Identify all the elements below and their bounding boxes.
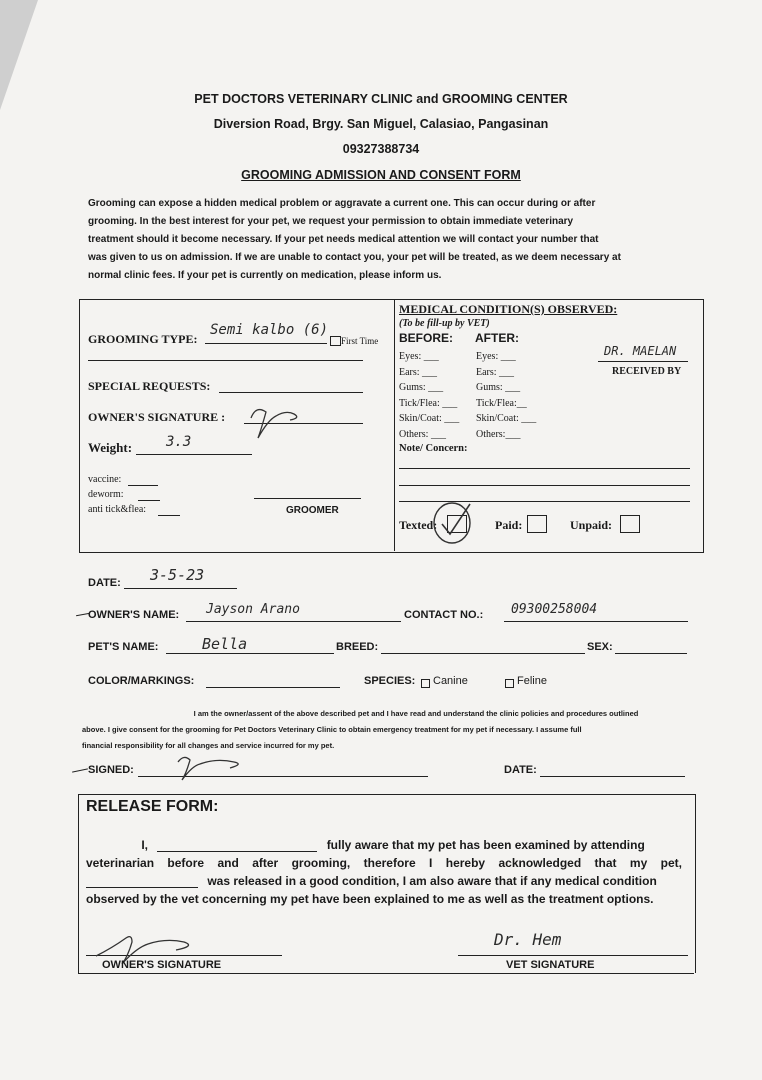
owner-signature-release-label: OWNER'S SIGNATURE bbox=[102, 959, 222, 971]
contact-value: 09300258004 bbox=[511, 602, 598, 617]
grooming-type-line[interactable] bbox=[205, 343, 327, 344]
grooming-type-line-2 bbox=[88, 360, 363, 361]
sex-line[interactable] bbox=[615, 653, 687, 654]
medical-condition-title: MEDICAL CONDITION(S) OBSERVED: bbox=[399, 302, 618, 316]
before-item-gums: Gums: ___ bbox=[399, 382, 444, 393]
first-time-label: First Time bbox=[341, 336, 379, 346]
contact-line[interactable] bbox=[504, 621, 688, 622]
received-by-line[interactable] bbox=[598, 361, 688, 362]
before-item-others: Others: ___ bbox=[399, 428, 446, 440]
groomer-line[interactable] bbox=[254, 498, 361, 499]
intro-line: normal clinic fees. If your pet is currently on medication, please inform us. bbox=[88, 270, 442, 281]
anti-tick-line[interactable] bbox=[158, 515, 180, 516]
pet-name-line[interactable] bbox=[166, 653, 334, 654]
after-item-eyes: Eyes: ___ bbox=[476, 351, 516, 362]
form-title: GROOMING ADMISSION AND CONSENT FORM bbox=[241, 168, 521, 182]
owner-signature-label: OWNER'S SIGNATURE : bbox=[88, 410, 226, 424]
grooming-type-label: GROOMING TYPE: bbox=[88, 332, 198, 346]
signed-label: SIGNED: bbox=[88, 764, 134, 776]
texted-checkmark bbox=[428, 494, 480, 546]
intro-line: grooming. In the best interest for your pet, we request your permission to obtain immediate veterinary bbox=[88, 216, 574, 227]
consent-paragraph bbox=[82, 706, 702, 754]
groomer-label: GROOMER bbox=[286, 505, 339, 516]
owner-name-value: Jayson Arano bbox=[206, 602, 300, 617]
intro-line: treatment should it become necessary. If your pet needs medical attention we will contact your number that bbox=[88, 234, 599, 245]
before-item-eyes: Eyes: ___ bbox=[399, 351, 439, 362]
release-bottom-rule bbox=[78, 973, 694, 974]
contact-label: CONTACT NO.: bbox=[404, 609, 484, 621]
breed-label: BREED: bbox=[336, 641, 379, 653]
release-line-3: was released in a good condition, I am also aware that if any medical condition bbox=[86, 872, 682, 890]
deworm-label: deworm: bbox=[88, 489, 124, 500]
special-requests-label: SPECIAL REQUESTS: bbox=[88, 379, 211, 393]
clinic-name: PET DOCTORS VETERINARY CLINIC and GROOMING CENTER bbox=[194, 92, 568, 106]
date-line[interactable] bbox=[124, 588, 237, 589]
vet-fillup-note: (To be fill-up by VET) bbox=[399, 318, 490, 329]
panel-divider bbox=[394, 299, 395, 551]
before-item-skin-coat: Skin/Coat: ___ bbox=[399, 413, 460, 424]
texted-label: Texted: bbox=[399, 518, 438, 532]
signed-strike bbox=[72, 768, 88, 772]
signed-date-label: DATE: bbox=[504, 764, 537, 776]
intro-line: was given to us on admission. If we are unable to contact you, your pet will be treated, as we deem necessary at bbox=[88, 252, 621, 263]
before-label: BEFORE: bbox=[399, 331, 453, 345]
species-label: SPECIES: bbox=[364, 675, 416, 687]
after-list bbox=[476, 349, 536, 442]
pet-name-label: PET'S NAME: bbox=[88, 641, 159, 653]
received-by-label: RECEIVED BY bbox=[612, 366, 682, 377]
feline-label: Feline bbox=[517, 675, 547, 687]
after-label: AFTER: bbox=[475, 331, 519, 345]
clinic-phone: 09327388734 bbox=[342, 142, 420, 156]
signed-signature-mark bbox=[172, 752, 248, 782]
before-item-ears: Ears: ___ bbox=[399, 366, 438, 378]
weight-line[interactable] bbox=[136, 454, 252, 455]
date-label: DATE: bbox=[88, 577, 121, 589]
signed-date-line[interactable] bbox=[540, 776, 685, 777]
intro-paragraph bbox=[88, 195, 708, 285]
anti-tick-label: anti tick&flea: bbox=[88, 504, 147, 515]
note-concern-label: Note/ Concern: bbox=[399, 443, 468, 454]
after-item-gums: Gums: ___ bbox=[476, 382, 521, 393]
weight-value: 3.3 bbox=[166, 434, 192, 450]
vaccine-label: vaccine: bbox=[88, 474, 122, 485]
received-by-value: DR. MAELAN bbox=[604, 344, 677, 358]
release-name-line[interactable] bbox=[157, 839, 317, 852]
release-line-4: observed by the vet concerning my pet have been explained to me as well as the treatment options. bbox=[86, 892, 654, 906]
after-item-others: Others:___ bbox=[476, 428, 521, 440]
consent-line: financial responsibility for all changes and service incurred for my pet. bbox=[82, 741, 335, 750]
special-requests-line[interactable] bbox=[219, 392, 363, 393]
sex-label: SEX: bbox=[587, 641, 613, 653]
canine-label: Canine bbox=[433, 675, 468, 687]
date-value: 3-5-23 bbox=[150, 566, 205, 584]
canine-checkbox[interactable] bbox=[421, 679, 430, 688]
release-paragraph bbox=[86, 836, 682, 908]
unpaid-label: Unpaid: bbox=[570, 518, 613, 532]
breed-line[interactable] bbox=[381, 653, 585, 654]
after-item-ears: Ears: ___ bbox=[476, 366, 515, 378]
before-item-tick-flea: Tick/Flea: ___ bbox=[399, 397, 458, 409]
vet-signature-label: VET SIGNATURE bbox=[506, 959, 595, 971]
clinic-address: Diversion Road, Brgy. San Miguel, Calasiao, Pangasinan bbox=[213, 117, 549, 131]
weight-label: Weight: bbox=[88, 440, 133, 455]
feline-checkbox[interactable] bbox=[505, 679, 514, 688]
color-markings-label: COLOR/MARKINGS: bbox=[88, 675, 195, 687]
owner-signature-mark bbox=[246, 400, 306, 440]
consent-line: above. I give consent for the grooming for Pet Doctors Veterinary Clinic to obtain emergency treatment for my pet if necessary. I assume full bbox=[82, 725, 582, 734]
after-item-tick-flea: Tick/Flea:__ bbox=[476, 397, 527, 409]
paid-checkbox[interactable] bbox=[527, 515, 547, 533]
grooming-type-value: Semi kalbo (6) bbox=[210, 322, 329, 338]
note-line-1[interactable] bbox=[399, 468, 690, 469]
owner-name-line[interactable] bbox=[186, 621, 401, 622]
consent-line: I am the owner/assent of the above described pet and I have read and understand the clinic policies and procedures outlined bbox=[193, 709, 639, 718]
owner-name-label: OWNER'S NAME: bbox=[88, 609, 180, 621]
note-line-2[interactable] bbox=[399, 485, 690, 486]
after-item-skin-coat: Skin/Coat: ___ bbox=[476, 413, 537, 424]
vaccine-line[interactable] bbox=[128, 485, 158, 486]
deworm-line[interactable] bbox=[138, 500, 160, 501]
release-pet-line[interactable] bbox=[86, 875, 198, 888]
vet-signature-line[interactable] bbox=[458, 955, 688, 956]
vet-signature-value: Dr. Hem bbox=[494, 930, 562, 949]
release-line-2: veterinarian before and after grooming, therefore I hereby acknowledged that my pet, bbox=[86, 856, 682, 870]
unpaid-checkbox[interactable] bbox=[620, 515, 640, 533]
color-markings-line[interactable] bbox=[206, 687, 340, 688]
paid-label: Paid: bbox=[495, 518, 523, 532]
intro-line: Grooming can expose a hidden medical problem or aggravate a current one. This can occur during or after bbox=[88, 198, 596, 209]
release-form-title: RELEASE FORM: bbox=[86, 798, 219, 815]
first-time-checkbox[interactable] bbox=[330, 336, 341, 346]
before-list bbox=[399, 349, 459, 442]
release-line-1: I, fully aware that my pet has been examined by attending bbox=[141, 838, 645, 852]
pet-name-value: Bella bbox=[202, 635, 248, 653]
